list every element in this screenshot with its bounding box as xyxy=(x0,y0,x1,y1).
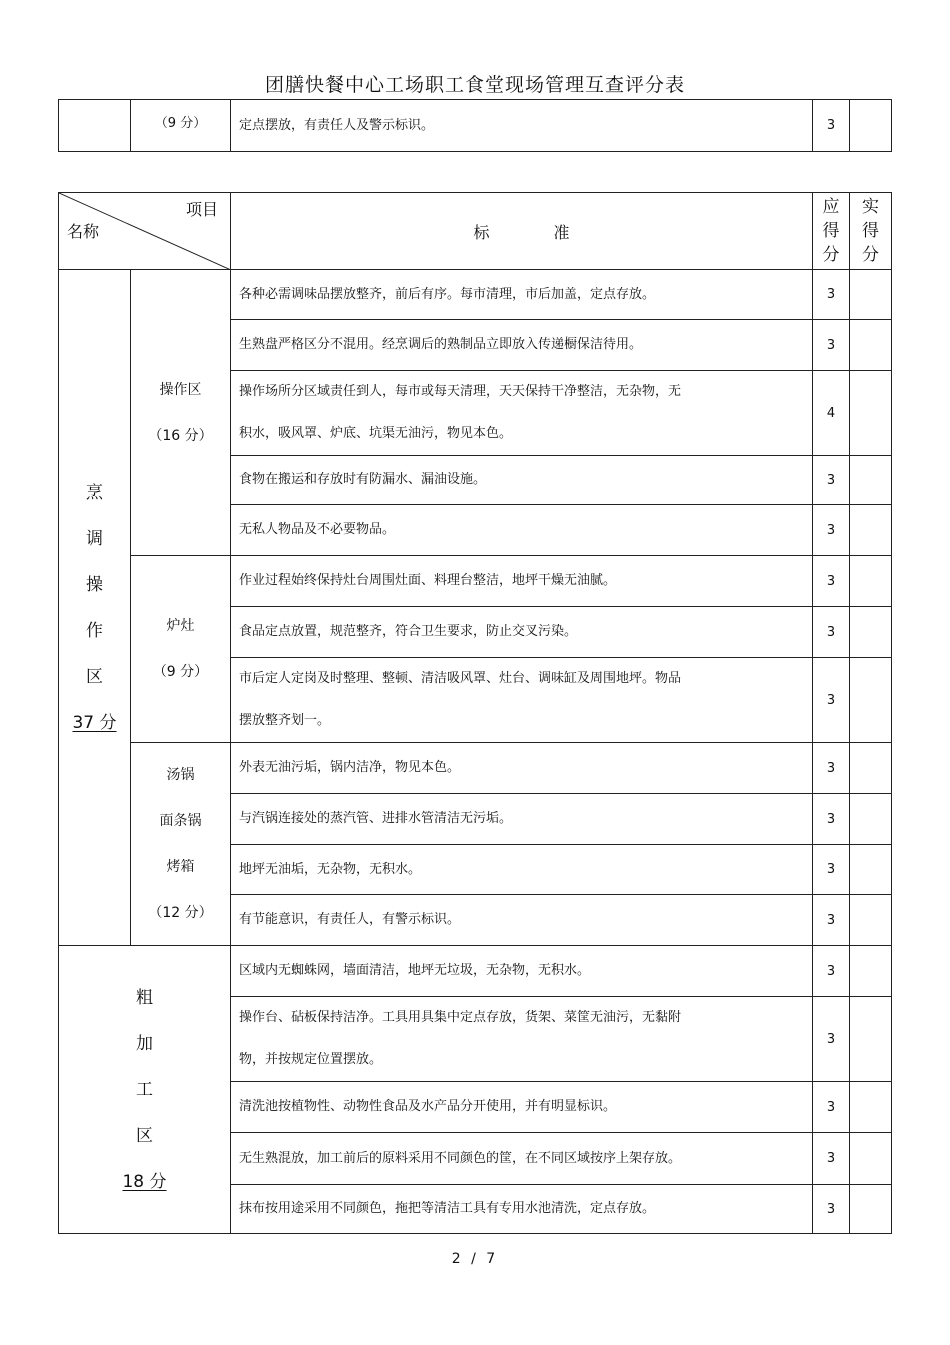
actual-score-cell xyxy=(850,556,892,607)
standard-text: 操作台、砧板保持洁净。工具用具集中定点存放，货架、菜筐无油污，无黏附 xyxy=(239,1010,682,1025)
points: 3 xyxy=(813,658,850,743)
points: 3 xyxy=(813,505,850,556)
standard-text: 外表无油污垢，锅内洁净，物见本色。 xyxy=(231,743,813,794)
actual-score-cell xyxy=(850,1133,892,1185)
section-score: 18 分 xyxy=(122,1171,167,1192)
group-label: 面条锅 xyxy=(159,813,202,829)
fragment-name-cell xyxy=(59,100,131,152)
fragment-actual xyxy=(850,100,892,152)
actual-score-cell xyxy=(850,997,892,1082)
section-char: 工 xyxy=(136,1079,153,1100)
header-standard: 标 准 xyxy=(231,193,813,270)
points: 3 xyxy=(813,997,850,1082)
actual-score-cell xyxy=(850,320,892,371)
actual-score-cell xyxy=(850,895,892,946)
group-label: 烤箱 xyxy=(166,859,195,875)
section-char: 区 xyxy=(136,1125,153,1146)
standard-text: 作业过程始终保持灶台周围灶面、料理台整洁，地坪干燥无油腻。 xyxy=(231,556,813,607)
table-row xyxy=(59,946,892,997)
header-actual xyxy=(850,193,892,270)
points: 3 xyxy=(813,1133,850,1185)
actual-score-cell xyxy=(850,845,892,895)
section-score: 37 分 xyxy=(72,712,117,733)
section-char: 烹 xyxy=(86,482,103,503)
points: 3 xyxy=(813,1082,850,1133)
header-row xyxy=(59,193,892,270)
section-char: 加 xyxy=(136,1033,153,1054)
table-row xyxy=(59,743,892,794)
actual-score-cell xyxy=(850,505,892,556)
score-table xyxy=(58,192,892,1234)
header-diagonal-cell xyxy=(59,193,231,270)
section-rough-processing xyxy=(59,946,231,1234)
header-item: 项目 xyxy=(185,200,218,219)
actual-score-cell xyxy=(850,743,892,794)
group-score: （12 分） xyxy=(148,905,213,921)
standard-text: 食品定点放置，规范整齐，符合卫生要求，防止交叉污染。 xyxy=(231,607,813,658)
standard-text: 食物在搬运和存放时有防漏水、漏油设施。 xyxy=(231,456,813,505)
fragment-standard: 定点摆放，有责任人及警示标识。 xyxy=(231,100,813,152)
group-stove xyxy=(131,556,231,743)
section-char: 调 xyxy=(86,528,103,549)
fragment-points: 3 xyxy=(813,100,850,152)
section-char: 操 xyxy=(86,574,103,595)
group-score: （16 分） xyxy=(148,427,213,444)
points: 3 xyxy=(813,556,850,607)
standard-text: 抹布按用途采用不同颜色，拖把等清洁工具有专用水池清洗，定点存放。 xyxy=(231,1185,813,1234)
points: 3 xyxy=(813,320,850,371)
actual-score-cell xyxy=(850,658,892,743)
page-title: 团膳快餐中心工场职工食堂现场管理互查评分表 xyxy=(264,74,685,96)
points: 3 xyxy=(813,845,850,895)
standard-text: 无私人物品及不必要物品。 xyxy=(231,505,813,556)
group-label: 操作区 xyxy=(159,381,202,398)
group-score: （9 分） xyxy=(152,664,209,680)
header-actual-1: 实 xyxy=(862,197,879,217)
header-actual-2: 得 xyxy=(862,221,879,241)
header-due-1: 应 xyxy=(822,197,840,217)
standard-text-cont: 物，并按规定位置摆放。 xyxy=(239,1052,383,1067)
standard-text: 无生熟混放，加工前后的原料采用不同颜色的筐，在不同区域按序上架存放。 xyxy=(231,1133,813,1185)
actual-score-cell xyxy=(850,794,892,845)
points: 3 xyxy=(813,456,850,505)
points: 4 xyxy=(813,371,850,456)
table-row xyxy=(59,270,892,320)
actual-score-cell xyxy=(850,946,892,997)
points: 3 xyxy=(813,895,850,946)
standard-text: 清洗池按植物性、动物性食品及水产品分开使用，并有明显标识。 xyxy=(231,1082,813,1133)
fragment-table xyxy=(58,99,892,152)
standard-text-cont: 积水，吸风罩、炉底、坑渠无油污，物见本色。 xyxy=(239,426,513,441)
standard-text: 各种必需调味品摆放整齐，前后有序。每市清理，市后加盖，定点存放。 xyxy=(231,270,813,320)
section-char: 作 xyxy=(86,620,103,641)
section-char: 粗 xyxy=(136,987,153,1008)
standard-text: 与汽锅连接处的蒸汽管、进排水管清洁无污垢。 xyxy=(231,794,813,845)
header-name: 名称 xyxy=(67,222,100,241)
group-operation-area xyxy=(131,270,231,556)
standard-text: 地坪无油垢，无杂物，无积水。 xyxy=(231,845,813,895)
actual-score-cell xyxy=(850,607,892,658)
header-due-3: 分 xyxy=(822,245,840,265)
actual-score-cell xyxy=(850,270,892,320)
actual-score-cell xyxy=(850,1082,892,1133)
actual-score-cell xyxy=(850,456,892,505)
points: 3 xyxy=(813,794,850,845)
standard-text: 操作场所分区域责任到人，每市或每天清理，天天保持干净整洁，无杂物，无 xyxy=(239,384,682,399)
standard-text: 区域内无蜘蛛网，墙面清洁，地坪无垃圾，无杂物，无积水。 xyxy=(231,946,813,997)
points: 3 xyxy=(813,1185,850,1234)
section-char: 区 xyxy=(86,666,103,687)
table-row xyxy=(59,556,892,607)
points: 3 xyxy=(813,946,850,997)
points: 3 xyxy=(813,743,850,794)
section-cooking-area xyxy=(59,270,131,946)
actual-score-cell xyxy=(850,1185,892,1234)
actual-score-cell xyxy=(850,371,892,456)
standard-text: 市后定人定岗及时整理、整顿、清洁吸风罩、灶台、调味缸及周围地坪。物品 xyxy=(239,671,682,686)
points: 3 xyxy=(813,270,850,320)
fragment-sub-score: （9 分） xyxy=(131,100,231,152)
header-actual-3: 分 xyxy=(862,245,879,265)
points: 3 xyxy=(813,607,850,658)
group-label: 炉灶 xyxy=(166,618,195,634)
header-due xyxy=(813,193,850,270)
header-due-2: 得 xyxy=(822,221,840,241)
group-label: 汤锅 xyxy=(166,767,195,783)
standard-text: 有节能意识，有责任人，有警示标识。 xyxy=(231,895,813,946)
standard-text: 生熟盘严格区分不混用。经烹调后的熟制品立即放入传递橱保洁待用。 xyxy=(231,320,813,371)
group-soup-pot xyxy=(131,743,231,946)
standard-text-cont: 摆放整齐划一。 xyxy=(239,713,331,728)
page-number: 2 / 7 xyxy=(451,1251,499,1267)
